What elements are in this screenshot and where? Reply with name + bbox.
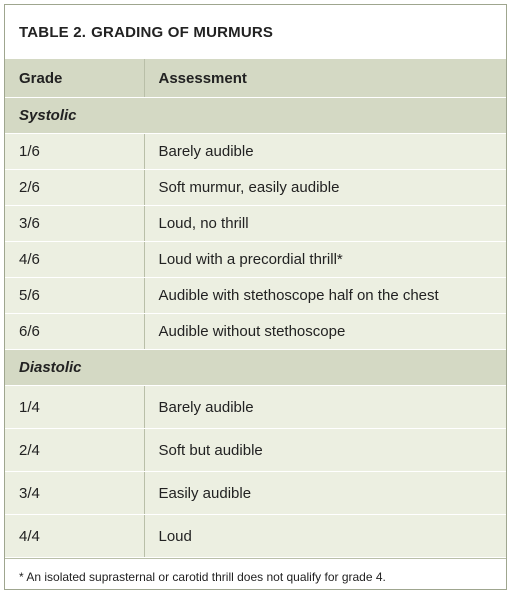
section-label-diastolic: Diastolic [5,350,506,386]
assessment-cell: Audible without stethoscope [144,314,506,350]
grade-cell: 3/4 [5,472,144,515]
grade-cell: 6/6 [5,314,144,350]
assessment-cell: Loud with a precordial thrill* [144,242,506,278]
assessment-cell: Easily audible [144,472,506,515]
table-row [5,170,506,206]
footnote: * An isolated suprasternal or carotid thrill does not qualify for grade 4. [5,558,506,595]
section-header [5,350,506,386]
table-row [5,472,506,515]
table-number: TABLE 2. [19,23,87,41]
grade-cell: 2/6 [5,170,144,206]
assessment-cell: Loud, no thrill [144,206,506,242]
grade-cell: 2/4 [5,429,144,472]
table-row [5,314,506,350]
table-row [5,278,506,314]
grade-cell: 3/6 [5,206,144,242]
grade-cell: 5/6 [5,278,144,314]
table-frame [4,4,507,590]
assessment-cell: Loud [144,515,506,558]
assessment-cell: Soft murmur, easily audible [144,170,506,206]
grading-table [5,59,506,558]
assessment-cell: Barely audible [144,386,506,429]
assessment-cell: Barely audible [144,134,506,170]
table-row [5,386,506,429]
assessment-cell: Soft but audible [144,429,506,472]
grade-cell: 4/4 [5,515,144,558]
assessment-cell: Audible with stethoscope half on the chest [144,278,506,314]
table-row [5,429,506,472]
table-row [5,206,506,242]
header-grade: Grade [5,59,144,98]
section-header [5,98,506,134]
table-row [5,515,506,558]
table-row [5,134,506,170]
table-title [5,5,506,59]
grade-cell: 4/6 [5,242,144,278]
grade-cell: 1/6 [5,134,144,170]
section-label-systolic: Systolic [5,98,506,134]
grade-cell: 1/4 [5,386,144,429]
table-row [5,242,506,278]
header-assessment: Assessment [144,59,506,98]
header-row [5,59,506,98]
table-caption: GRADING OF MURMURS [91,23,274,41]
